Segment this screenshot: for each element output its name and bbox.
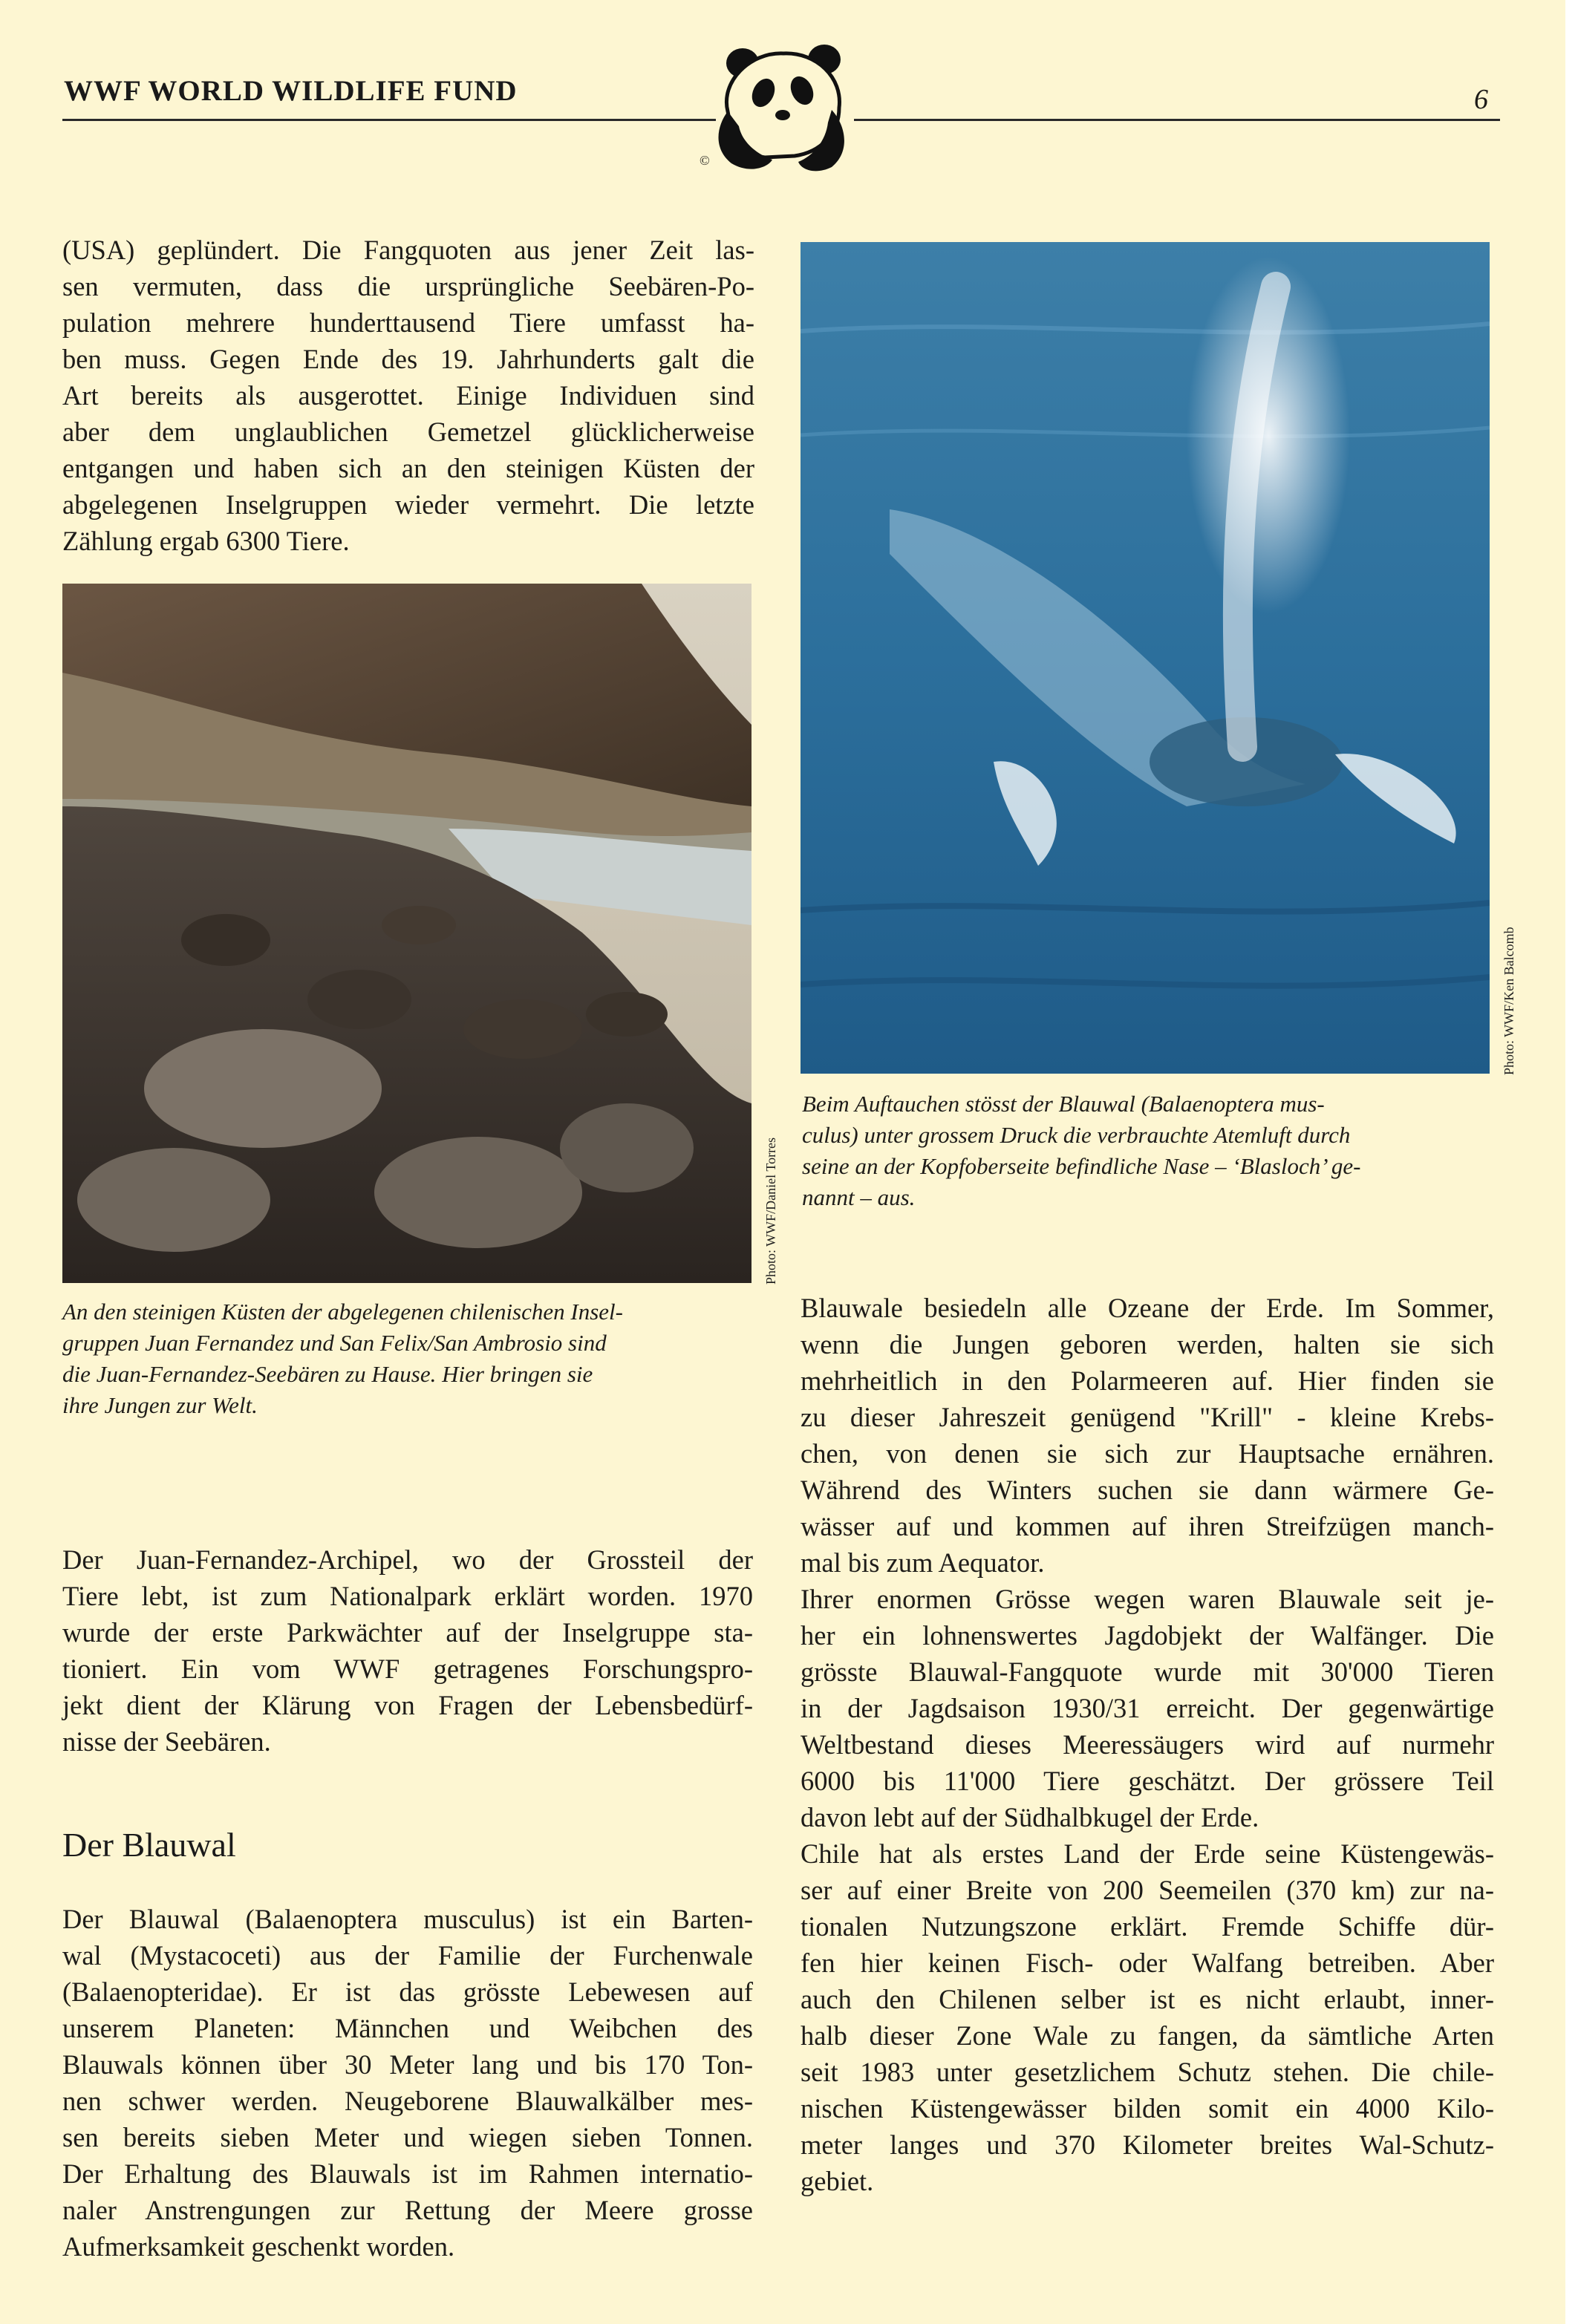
caption-line: gruppen Juan Fernandez und San Felix/San Ambrosio sind [62,1330,607,1356]
text-line: Art bereits als ausgerottet. Einige Individuen sind [62,380,754,411]
national-park-paragraph [62,1541,753,1760]
text-line: ben muss. Gegen Ende des 19. Jahrhunderts galt die [62,344,754,374]
text-line: abgelegenen Inselgruppen wieder vermehrt. Die letzte [62,489,754,520]
text-line: gebiet. [801,2166,874,2196]
text-line: nen schwer werden. Neugeborene Blauwalkälber mes- [62,2086,753,2116]
text-line: wurde der erste Parkwächter auf der Inselgruppe sta- [62,1617,753,1648]
caption-line: seine an der Kopfoberseite befindliche Nase – ‘Blasloch’ ge- [802,1153,1361,1179]
page-number: 6 [1474,84,1488,115]
caption-line: Beim Auftauchen stösst der Blauwal (Balaenoptera mus- [802,1091,1325,1117]
text-line: Ihrer enormen Grösse wegen waren Blauwale seit je- [801,1584,1494,1614]
text-line: wenn die Jungen geboren werden, halten sie sich [801,1329,1494,1360]
panda-logo-icon [698,22,869,178]
text-line: fen hier keinen Fisch- oder Walfang betreiben. Aber [801,1948,1494,1978]
blue-whale-photo [801,242,1490,1074]
seal-photo-caption [62,1296,753,1421]
text-line: nisse der Seebären. [62,1726,271,1757]
section-heading-blauwal: Der Blauwal [62,1826,236,1864]
text-line: sen vermuten, dass die ursprüngliche Seebären-Po- [62,271,754,301]
text-line: nischen Küstengewässer bilden somit ein 4000 Kilo- [801,2093,1494,2124]
text-line: wal (Mystacoceti) aus der Familie der Furchenwale [62,1940,753,1971]
whale-photo-caption [802,1088,1500,1213]
text-line: Der Blauwal (Balaenoptera musculus) ist ein Barten- [62,1904,753,1934]
text-line: unserem Planeten: Männchen und Weibchen des [62,2013,753,2043]
text-line: Der Juan-Fernandez-Archipel, wo der Grossteil der [62,1544,753,1575]
text-line: ser auf einer Breite von 200 Seemeilen (370 km) zur na- [801,1875,1494,1905]
text-line: Blauwals können über 30 Meter lang und bis 170 Ton- [62,2049,753,2080]
text-line: meter langes und 370 Kilometer breites Wal-Schutz- [801,2129,1494,2160]
text-line: Aufmerksamkeit geschenkt worden. [62,2231,455,2262]
text-line: aber dem unglaublichen Gemetzel glücklicherweise [62,417,754,447]
copyright-mark: © [700,153,710,168]
photo-credit-seal: Photo: WWF/Daniel Torres [763,1137,778,1285]
text-line: Chile hat als erstes Land der Erde seine Küstengewäs- [801,1838,1494,1869]
text-line: Der Erhaltung des Blauwals ist im Rahmen internatio- [62,2158,753,2189]
text-line: grösste Blauwal-Fangquote wurde mit 30'000 Tieren [801,1656,1494,1687]
text-line: entgangen und haben sich an den steinigen Küsten der [62,453,754,483]
text-line: Tiere lebt, ist zum Nationalpark erklärt worden. 1970 [62,1581,753,1611]
text-line: davon lebt auf der Südhalbkugel der Erde. [801,1802,1259,1832]
text-line: pulation mehrere hunderttausend Tiere umfasst ha- [62,307,754,338]
text-line: Blauwale besiedeln alle Ozeane der Erde. Im Sommer, [801,1293,1494,1323]
text-line: jekt dient der Klärung von Fragen der Lebensbedürf- [62,1690,753,1720]
text-line: tioniert. Ein vom WWF getragenes Forschungspro- [62,1654,753,1684]
text-line: Zählung ergab 6300 Tiere. [62,526,350,556]
header-title: WWF WORLD WILDLIFE FUND [64,75,518,107]
caption-line: An den steinigen Küsten der abgelegenen chilenischen Insel- [62,1299,623,1325]
blauwal-distribution-paragraph [801,1290,1494,2199]
text-line: chen, von denen sie sich zur Hauptsache ernähren. [801,1438,1494,1469]
header-rule-left [62,119,716,121]
text-line: in der Jagdsaison 1930/31 erreicht. Der gegenwärtige [801,1693,1494,1723]
text-line: halb dieser Zone Wale zu fangen, da sämtliche Arten [801,2020,1494,2051]
text-line: wässer auf und kommen auf ihren Streifzügen manch- [801,1511,1494,1541]
blauwal-paragraph [62,1901,753,2265]
fur-seal-photo [62,584,751,1283]
text-line: (USA) geplündert. Die Fangquoten aus jener Zeit las- [62,235,754,265]
text-line: 6000 bis 11'000 Tiere geschätzt. Der grössere Teil [801,1766,1494,1796]
text-line: her ein lohnenswertes Jagdobjekt der Walfänger. Die [801,1620,1494,1651]
text-line: zu dieser Jahreszeit genügend "Krill" - kleine Krebs- [801,1402,1494,1432]
text-line: tionalen Nutzungszone erklärt. Fremde Schiffe dür- [801,1911,1494,1942]
text-line: (Balaenopteridae). Er ist das grösste Lebewesen auf [62,1977,753,2007]
text-line: Während des Winters suchen sie dann wärmere Ge- [801,1475,1494,1505]
text-line: Weltbestand dieses Meeressäugers wird auf nurmehr [801,1729,1494,1760]
page-edge [1565,0,1578,2324]
text-line: seit 1983 unter gesetzlichem Schutz stehen. Die chile- [801,2057,1494,2087]
header-rule-right [854,119,1500,121]
text-line: auch den Chilenen selber ist es nicht erlaubt, inner- [801,1984,1494,2014]
text-line: mehrheitlich in den Polarmeeren auf. Hier finden sie [801,1365,1494,1396]
text-line: sen bereits sieben Meter und wiegen sieben Tonnen. [62,2122,753,2152]
caption-line: die Juan-Fernandez-Seebären zu Hause. Hier bringen sie [62,1361,593,1387]
caption-line: culus) unter grossem Druck die verbrauchte Atemluft durch [802,1122,1351,1148]
caption-line: nannt – aus. [802,1184,916,1210]
caption-line: ihre Jungen zur Welt. [62,1392,258,1418]
intro-paragraph [62,232,754,559]
text-line: mal bis zum Aequator. [801,1547,1045,1578]
text-line: naler Anstrengungen zur Rettung der Meere grosse [62,2195,753,2225]
photo-credit-whale: Photo: WWF/Ken Balcomb [1502,927,1516,1075]
